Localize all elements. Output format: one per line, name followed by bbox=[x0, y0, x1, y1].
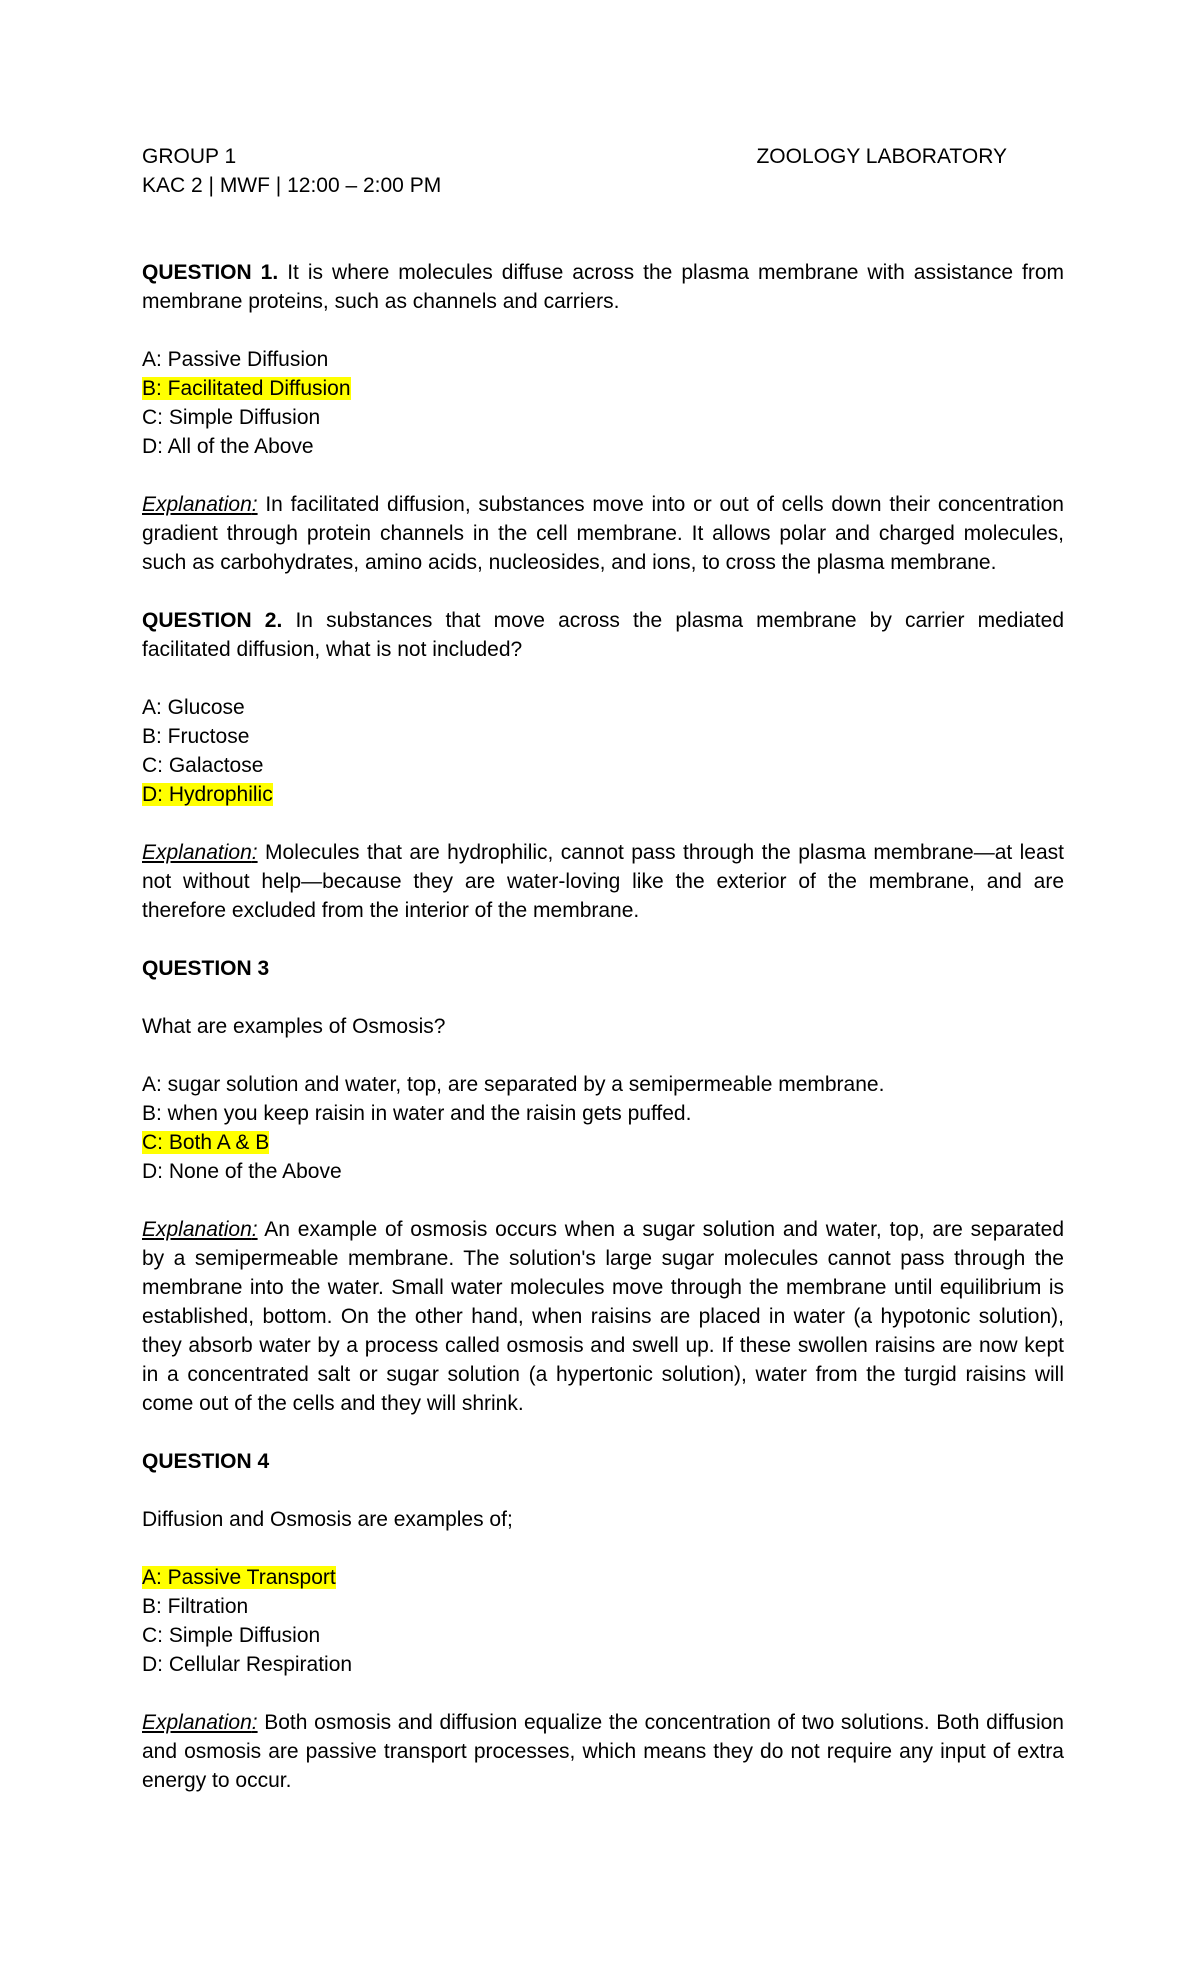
question-1-choice-d: D: All of the Above bbox=[142, 435, 314, 458]
question-1-choice-c: C: Simple Diffusion bbox=[142, 406, 321, 429]
question-4-choice-a-answer: A: Passive Transport bbox=[142, 1566, 336, 1589]
question-2-explanation: Explanation: Molecules that are hydrophilic, cannot pass through the plasma membrane—at least not without help—because they are water-loving like the exterior of the membrane, and are therefore excluded from the interior of the membrane. bbox=[142, 841, 1064, 922]
question-2-choices bbox=[142, 693, 1064, 809]
question-1-choice-a: A: Passive Diffusion bbox=[142, 348, 329, 371]
question-4-explanation-text: Both osmosis and diffusion equalize the concentration of two solutions. Both diffusion and osmosis are passive transport processes, which means they do not require any input of extra energy to occur. bbox=[142, 1711, 1064, 1792]
schedule-label: KAC 2 | MWF | 12:00 – 2:00 PM bbox=[142, 174, 442, 197]
question-1-prompt bbox=[142, 258, 1064, 316]
question-3-explanation-label: Explanation bbox=[142, 1218, 252, 1241]
question-1-choices bbox=[142, 345, 1064, 461]
document-page bbox=[142, 142, 1064, 1795]
question-4 bbox=[142, 1447, 1064, 1795]
question-4-choice-d: D: Cellular Respiration bbox=[142, 1653, 353, 1676]
question-3-choice-d: D: None of the Above bbox=[142, 1160, 342, 1183]
question-1-text: It is where molecules diffuse across the plasma membrane with assistance from membrane proteins, such as channels and carriers. bbox=[142, 261, 1065, 313]
question-3-explanation: Explanation: An example of osmosis occurs when a sugar solution and water, top, are separated by a semipermeable membrane. The solution's large sugar molecules cannot pass through the membrane into the water. Small water molecules move through the membrane until equilibrium is established, bottom. On the other hand, when raisins are placed in water (a hypotonic solution), they absorb water by a process called osmosis and swell up. If these swollen raisins are now kept in a concentrated salt or sugar solution (a hypertonic solution), water from the turgid raisins will come out of the cells and they will shrink. bbox=[142, 1218, 1064, 1415]
question-3-choice-b: B: when you keep raisin in water and the raisin gets puffed. bbox=[142, 1102, 692, 1125]
question-1-label: QUESTION 1. bbox=[142, 261, 279, 284]
question-4-choice-c: C: Simple Diffusion bbox=[142, 1624, 321, 1647]
group-label: GROUP 1 bbox=[142, 145, 237, 168]
question-2-explanation-label: Explanation bbox=[142, 841, 252, 864]
question-4-choice-b: B: Filtration bbox=[142, 1595, 249, 1618]
question-1-choice-b-answer: B: Facilitated Diffusion bbox=[142, 377, 351, 400]
question-2-explanation-text: Molecules that are hydrophilic, cannot pass through the plasma membrane—at least not without help—because they are water-loving like the exterior of the membrane, and are therefore excluded from the interior of the membrane. bbox=[142, 841, 1064, 922]
question-2-prompt bbox=[142, 606, 1064, 664]
question-3 bbox=[142, 954, 1064, 1418]
question-2-text: In substances that move across the plasma membrane by carrier mediated facilitated diffusion, what is not included? bbox=[142, 609, 1064, 661]
question-1-explanation-label: Explanation bbox=[142, 493, 252, 516]
question-2-choice-c: C: Galactose bbox=[142, 754, 264, 777]
question-1-explanation-text: In facilitated diffusion, substances move into or out of cells down their concentration gradient through protein channels in the cell membrane. It allows polar and charged molecules, such as carbohydrates, amino acids, nucleosides, and ions, to cross the plasma membrane. bbox=[142, 493, 1064, 574]
question-2 bbox=[142, 606, 1064, 925]
question-4-explanation-label: Explanation bbox=[142, 1711, 252, 1734]
question-4-label: QUESTION 4 bbox=[142, 1450, 270, 1473]
question-1 bbox=[142, 258, 1064, 577]
question-3-label: QUESTION 3 bbox=[142, 957, 270, 980]
question-3-text: What are examples of Osmosis? bbox=[142, 1015, 446, 1038]
question-1-explanation: Explanation: In facilitated diffusion, substances move into or out of cells down their concentration gradient through protein channels in the cell membrane. It allows polar and charged molecules, such as carbohydrates, amino acids, nucleosides, and ions, to cross the plasma membrane. bbox=[142, 493, 1064, 574]
question-2-label: QUESTION 2. bbox=[142, 609, 283, 632]
header bbox=[142, 142, 1064, 171]
question-4-explanation: Explanation: Both osmosis and diffusion equalize the concentration of two solutions. Both diffusion and osmosis are passive transport processes, which means they do not require any input of extra energy to occur. bbox=[142, 1711, 1064, 1792]
question-2-choice-a: A: Glucose bbox=[142, 696, 245, 719]
question-2-choice-d-answer: D: Hydrophilic bbox=[142, 783, 273, 806]
question-3-choice-a: A: sugar solution and water, top, are separated by a semipermeable membrane. bbox=[142, 1073, 885, 1096]
question-2-choice-b: B: Fructose bbox=[142, 725, 250, 748]
question-3-choice-c-answer: C: Both A & B bbox=[142, 1131, 270, 1154]
subject-label: ZOOLOGY LABORATORY bbox=[756, 145, 1007, 168]
question-3-explanation-text: An example of osmosis occurs when a sugar solution and water, top, are separated by a semipermeable membrane. The solution's large sugar molecules cannot pass through the membrane into the water. Small water molecules move through the membrane until equilibrium is established, bottom. On the other hand, when raisins are placed in water (a hypotonic solution), they absorb water by a process called osmosis and swell up. If these swollen raisins are now kept in a concentrated salt or sugar solution (a hypertonic solution), water from the turgid raisins will come out of the cells and they will shrink. bbox=[142, 1218, 1064, 1415]
question-3-choices bbox=[142, 1070, 1064, 1186]
question-4-choices bbox=[142, 1563, 1064, 1679]
question-4-text: Diffusion and Osmosis are examples of; bbox=[142, 1508, 513, 1531]
